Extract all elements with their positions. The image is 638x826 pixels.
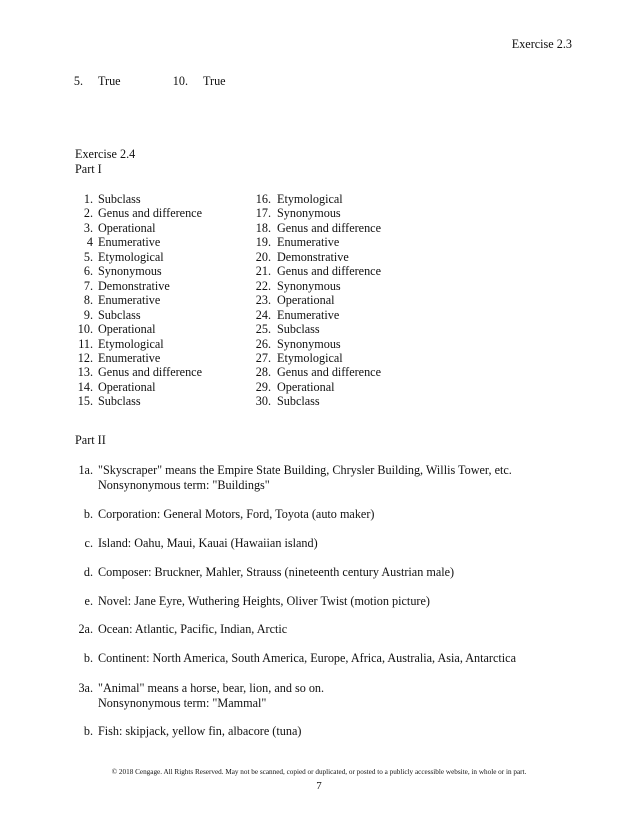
list-item-text: Enumerative [98, 350, 161, 365]
list-item-number: 17. [255, 206, 271, 221]
list-item-text: Genus and difference [277, 264, 381, 279]
list-item-text: Enumerative [277, 235, 340, 250]
list-item-text: Etymological [277, 192, 343, 206]
list-item-text: Subclass [98, 307, 141, 322]
list-item-number: 2. [83, 206, 93, 221]
list-item-number: 6. [83, 264, 93, 279]
list-item-number: 5. [83, 249, 93, 264]
answer-line: Continent: North America, South America, Europe, Africa, Australia, Asia, Antarctica [98, 651, 516, 665]
list-item-number: 26. [255, 336, 271, 351]
answer-line: Nonsynonymous term: "Mammal" [98, 696, 267, 710]
list-item-number: 24. [255, 307, 271, 322]
list-item-text: Etymological [277, 350, 343, 365]
list-item-number: 1. [83, 192, 93, 206]
list-item-text: Genus and difference [277, 220, 381, 235]
list-item-text: Genus and difference [277, 365, 381, 380]
list-item-number: 12. [77, 350, 93, 365]
list-item-number: 23. [255, 293, 271, 308]
list-item-text: Etymological [98, 336, 164, 351]
list-item-number: 11. [78, 336, 93, 351]
list-item-text: Synonymous [277, 206, 341, 221]
list-item-number: 4 [86, 235, 93, 250]
answer-line: Novel: Jane Eyre, Wuthering Heights, Oliver Twist (motion picture) [98, 594, 430, 608]
list-item-text: Synonymous [277, 336, 341, 351]
list-item-number: 22. [255, 278, 271, 293]
list-item-number: 28. [255, 365, 271, 380]
answer-line: Composer: Bruckner, Mahler, Strauss (nineteenth century Austrian male) [98, 565, 455, 579]
list-item-number: 15. [77, 394, 93, 409]
answer-line: "Animal" means a horse, bear, lion, and so on. [98, 681, 325, 695]
list-item-number: 19. [255, 235, 271, 250]
list-item-number: 3. [83, 220, 93, 235]
answer-number: 10. [172, 74, 188, 88]
answer-line: Fish: skipjack, yellow fin, albacore (tuna) [98, 724, 302, 738]
answer-label: b. [83, 651, 93, 665]
list-item-number: 25. [255, 322, 271, 337]
list-item-text: Subclass [277, 322, 320, 337]
list-item-text: Operational [98, 379, 156, 394]
list-item-number: 27. [255, 350, 271, 365]
list-item-text: Enumerative [98, 235, 161, 250]
list-item-number: 16. [255, 192, 271, 206]
answer-label: e. [84, 594, 93, 608]
part-one-heading: Part I [75, 162, 102, 176]
answer-number: 5. [73, 74, 83, 88]
list-item-text: Synonymous [98, 264, 162, 279]
answer-line: Corporation: General Motors, Ford, Toyota (auto maker) [98, 507, 375, 521]
list-item-text: Genus and difference [98, 365, 202, 380]
list-item-number: 7. [83, 278, 93, 293]
list-item-number: 29. [255, 379, 271, 394]
list-item-number: 14. [77, 379, 93, 394]
answer-label: d. [83, 565, 93, 579]
list-item-number: 18. [255, 220, 271, 235]
page-number: 7 [316, 780, 322, 792]
answer-label: c. [84, 536, 93, 550]
list-item-text: Subclass [98, 394, 141, 409]
list-item-text: Synonymous [277, 278, 341, 293]
list-item-number: 20. [255, 249, 271, 264]
list-item-text: Enumerative [277, 307, 340, 322]
part-two-heading: Part II [75, 433, 106, 447]
list-item-text: Etymological [98, 249, 164, 264]
answer-label: 1a. [78, 463, 93, 477]
list-item-text: Genus and difference [98, 206, 202, 221]
exercise-title: Exercise 2.4 [75, 147, 136, 161]
list-item-number: 8. [83, 293, 93, 308]
answer-line: Ocean: Atlantic, Pacific, Indian, Arctic [98, 622, 288, 636]
list-item-text: Operational [98, 322, 156, 337]
answer-text: True [203, 74, 226, 88]
list-item-number: 30. [255, 394, 271, 409]
list-item-text: Enumerative [98, 293, 161, 308]
list-item-text: Operational [277, 379, 335, 394]
answer-label: 3a. [78, 681, 93, 695]
answer-line: "Skyscraper" means the Empire State Building, Chrysler Building, Willis Tower, etc. [98, 463, 512, 477]
list-item-text: Subclass [277, 394, 320, 409]
answer-line: Nonsynonymous term: "Buildings" [98, 478, 270, 492]
list-item-number: 9. [83, 307, 93, 322]
list-item-number: 13. [77, 365, 93, 380]
list-item-text: Operational [277, 293, 335, 308]
copyright-notice: © 2018 Cengage. All Rights Reserved. May not be scanned, copied or duplicated, or posted to a publicly accessible website, in whole or in part. [111, 768, 527, 776]
answer-text: True [98, 74, 121, 88]
answer-label: 2a. [78, 622, 93, 636]
list-item-text: Demonstrative [277, 249, 349, 264]
list-item-number: 21. [255, 264, 271, 279]
list-item-number: 10. [77, 322, 93, 337]
list-item-text: Subclass [98, 192, 141, 206]
header-label: Exercise 2.3 [511, 37, 572, 51]
answer-label: b. [83, 724, 93, 738]
answer-label: b. [83, 507, 93, 521]
list-item-text: Operational [98, 220, 156, 235]
answer-line: Island: Oahu, Maui, Kauai (Hawaiian island) [98, 536, 318, 550]
list-item-text: Demonstrative [98, 278, 170, 293]
